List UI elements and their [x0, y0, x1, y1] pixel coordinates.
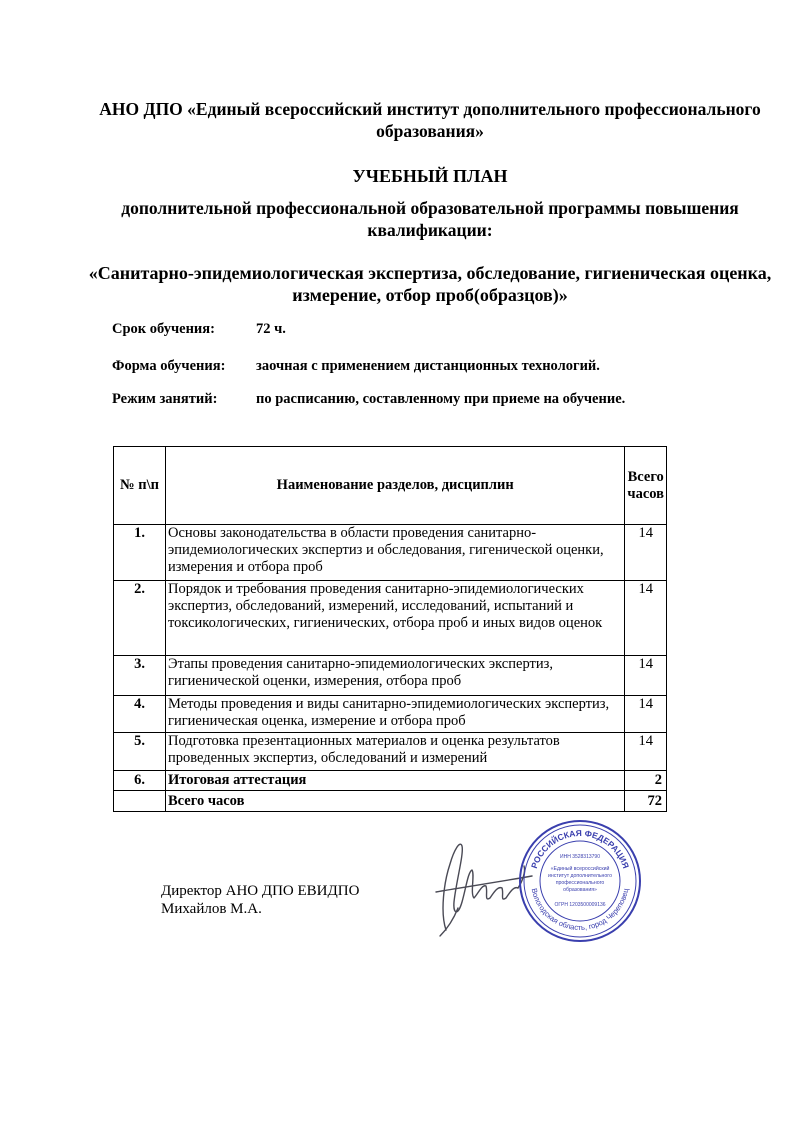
row-hours: 14 — [625, 696, 667, 733]
seal-stamp-image — [517, 818, 643, 944]
mode-label: Режим занятий: — [112, 391, 218, 407]
duration-row — [112, 320, 286, 338]
program-type: дополнительной профессиональной образовательной программы повышения квалификации: — [121, 198, 739, 240]
duration-value: 72 ч. — [256, 321, 286, 337]
svg-text:образования»: образования» — [563, 887, 597, 893]
svg-text:Вологодская область, город Чер: Вологодская область, город Череповец — [529, 887, 631, 933]
svg-text:профессионального: профессионального — [555, 880, 605, 886]
mode-value: по расписанию, составленному при приеме на обучение. — [256, 391, 626, 407]
svg-text:РОССИЙСКАЯ ФЕДЕРАЦИЯ: РОССИЙСКАЯ ФЕДЕРАЦИЯ — [528, 827, 632, 870]
total-label: Всего часов — [166, 791, 625, 812]
total-hours: 72 — [625, 791, 667, 812]
svg-text:институт дополнительного: институт дополнительного — [548, 873, 612, 879]
director-title: Директор АНО ДПО ЕВИДПО — [161, 883, 360, 899]
row-hours: 14 — [625, 581, 667, 656]
row-number: 2. — [114, 581, 166, 656]
row-name: Итоговая аттестация — [166, 771, 625, 791]
svg-text:«Единый всероссийский: «Единый всероссийский — [550, 866, 610, 872]
program-name: «Санитарно-эпидемиологическая экспертиза, обследование, гигиеническая оценка, измерение, отбор проб(образцов)» — [88, 263, 772, 305]
document-title: УЧЕБНЫЙ ПЛАН — [352, 166, 508, 186]
director-block — [161, 882, 359, 918]
row-hours: 2 — [625, 771, 667, 791]
row-number: 6. — [114, 771, 166, 791]
table-total-row — [114, 791, 667, 812]
organization-name: АНО ДПО «Единый всероссийский институт дополнительного профессионального образования» — [99, 99, 761, 141]
row-name: Методы проведения и виды санитарно-эпидемиологических экспертиз, гигиеническая оценка, измерение и отбора проб — [166, 696, 625, 733]
row-hours: 14 — [625, 656, 667, 696]
column-header-number: № п\п — [114, 447, 166, 525]
svg-text:ИНН 3528313790: ИНН 3528313790 — [559, 854, 601, 860]
row-name: Этапы проведения санитарно-эпидемиологических экспертиз, гигиенической оценки, измерения, отбора проб — [166, 656, 625, 696]
row-hours: 14 — [625, 733, 667, 771]
form-row — [112, 357, 600, 375]
table-row — [114, 733, 667, 771]
form-label: Форма обучения: — [112, 358, 226, 374]
table-row — [114, 525, 667, 581]
row-number: 1. — [114, 525, 166, 581]
column-header-hours: Всего часов — [625, 447, 667, 525]
table-row — [114, 656, 667, 696]
row-name: Порядок и требования проведения санитарно-эпидемиологических экспертиз, обследований, измерений, исследований, испытаний и токсикологических, гигиенических, отбора проб и иных видов оценок — [166, 581, 625, 656]
svg-text:ОГРН 1203500009136: ОГРН 1203500009136 — [554, 902, 606, 908]
row-number: 3. — [114, 656, 166, 696]
column-header-name: Наименование разделов, дисциплин — [166, 447, 625, 525]
row-name: Подготовка презентационных материалов и оценка результатов проведенных экспертиз, обследований и измерений — [166, 733, 625, 771]
row-hours: 14 — [625, 525, 667, 581]
director-name: Михайлов М.А. — [161, 901, 262, 917]
table-row — [114, 696, 667, 733]
total-number-cell — [114, 791, 166, 812]
duration-label: Срок обучения: — [112, 321, 215, 337]
row-name: Основы законодательства в области проведения санитарно-эпидемиологических экспертиз и обследования, гигенической оценки, измерения и отбора проб — [166, 525, 625, 581]
table-row — [114, 771, 667, 791]
table-header-row — [114, 447, 667, 525]
mode-row — [112, 390, 625, 408]
table-row — [114, 581, 667, 656]
row-number: 5. — [114, 733, 166, 771]
row-number: 4. — [114, 696, 166, 733]
curriculum-table — [113, 446, 667, 812]
form-value: заочная с применением дистанционных технологий. — [256, 358, 600, 374]
